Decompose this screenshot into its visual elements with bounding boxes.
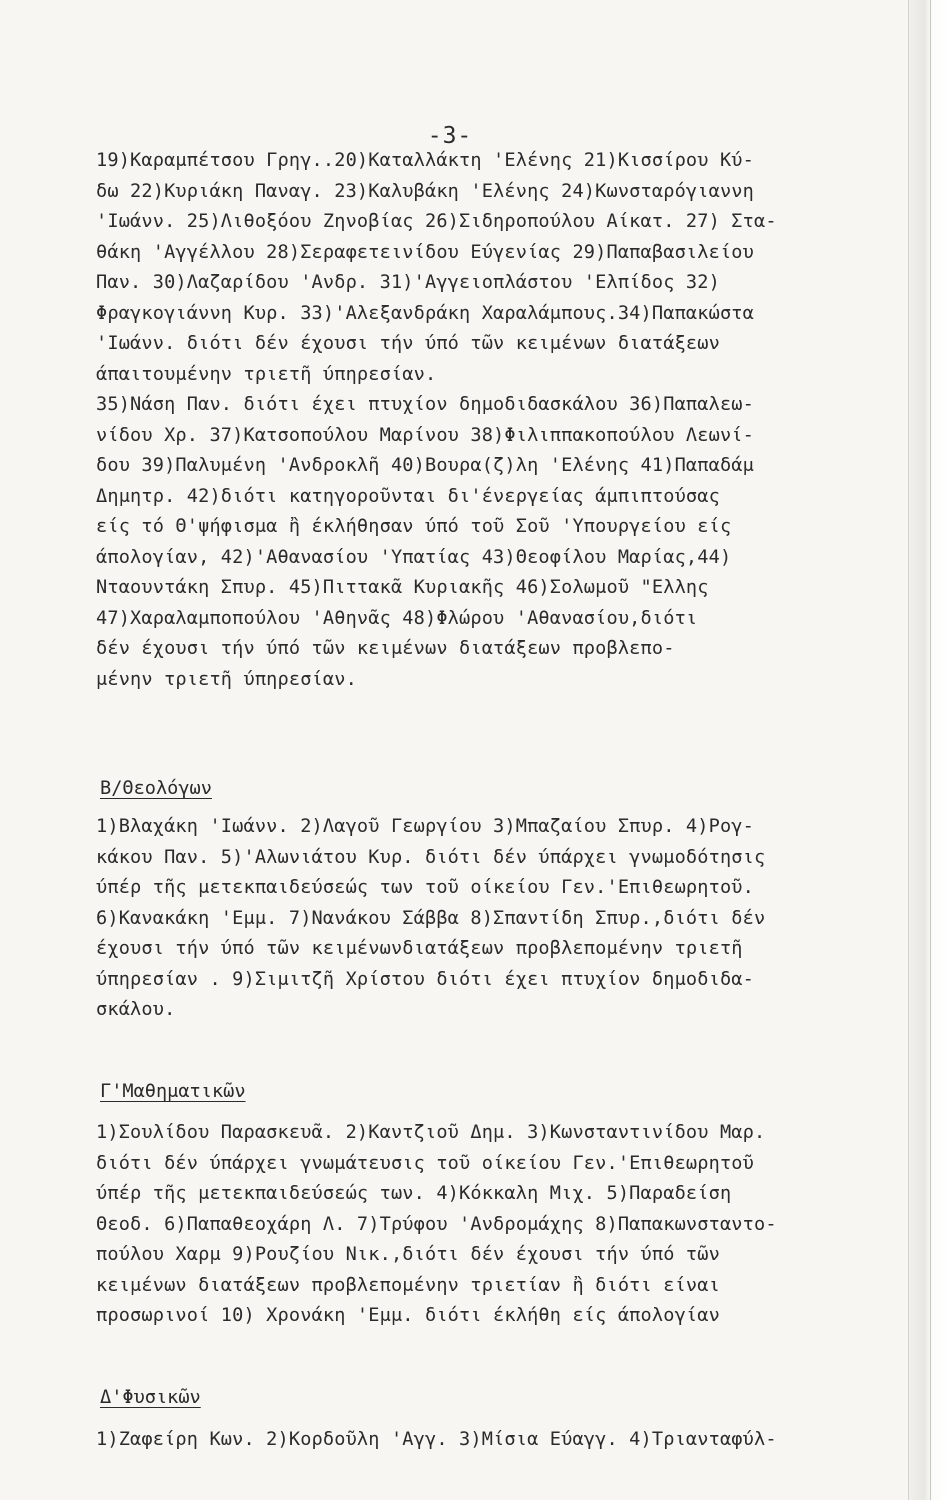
section-heading-mathematicians: Γ'Μαθηματικῶν (100, 1081, 246, 1102)
text-line: 47)Χαραλαμποπούλου 'Αθηνᾶς 48)Φλώρου 'Αθανασίου,διότι (96, 607, 698, 629)
text-line: 1)Βλαχάκη 'Ιωάνν. 2)Λαγοῦ Γεωργίου 3)Μπαζαίου Σπυρ. 4)Ρογ- (96, 816, 754, 837)
paragraph-block-2 (96, 812, 886, 1026)
text-line: Θεοδ. 6)Παπαθεοχάρη Λ. 7)Τρύφου 'Ανδρομάχης 8)Παπακωνσταντο- (96, 1213, 777, 1235)
text-line: άπαιτουμένην τριετῆ ύπηρεσίαν. (96, 363, 437, 385)
text-line: Δημητρ. 42)διότι κατηγοροῦνται δι'ένεργείας άμπιπτούσας (96, 485, 720, 507)
page-number: -3- (427, 123, 473, 149)
text-line: ύπέρ τῆς μετεκπαιδεύσεώς των. 4)Κόκκαλη Μιχ. 5)Παραδείση (96, 1183, 732, 1204)
text-line: 1)Ζαφείρη Κων. 2)Κορδοῦλη 'Αγγ. 3)Μίσια Εύαγγ. 4)Τριανταφύλ- (96, 1429, 777, 1450)
paragraph-block-3 (96, 1118, 886, 1332)
text-line: 'Ιωάνν. διότι δέν έχουσι τήν ύπό τῶν κειμένων διατάξεων (96, 333, 720, 354)
binding-line (930, 0, 931, 1500)
text-line: 'Ιωάνν. 25)Λιθοξόου Ζηνοβίας 26)Σιδηροπούλου Αίκατ. 27) Στα- (96, 211, 777, 232)
text-line: 35)Νάση Παν. διότι έχει πτυχίον δημοδιδασκάλου 36)Παπαλεω- (96, 394, 754, 415)
text-line: 19)Καραμπέτσου Γρηγ..20)Καταλλάκτη 'Ελένης 21)Κισσίρου Κύ- (96, 150, 754, 171)
section-heading-theologians: Β/Θεολόγων (100, 778, 212, 799)
text-line: κάκου Παν. 5)'Αλωνιάτου Κυρ. διότι δέν ύπάρχει γνωμοδότησις (96, 846, 766, 868)
text-line: δέν έχουσι τήν ύπό τῶν κειμένων διατάξεων προβλεπο- (96, 638, 675, 659)
text-line: 6)Κανακάκη 'Εμμ. 7)Νανάκου Σάββα 8)Σπαντίδη Σπυρ.,διότι δέν (96, 907, 766, 929)
text-line: είς τό Θ'ψήφισμα ἢ έκλήθησαν ύπό τοῦ Σοῦ 'Υπουργείου είς (96, 516, 732, 537)
section-heading-physicists: Δ'Φυσικῶν (100, 1387, 201, 1408)
text-line: σκάλου. (96, 999, 176, 1020)
text-line: δω 22)Κυριάκη Παναγ. 23)Καλυβάκη 'Ελένης 24)Κωνσταρόγιαννη (96, 180, 754, 202)
text-line: ύπέρ τῆς μετεκπαιδεύσεώς των τοῦ οίκείου Γεν.'Επιθεωρητοῦ. (96, 877, 754, 898)
text-line: διότι δέν ύπάρχει γνωμάτευσις τοῦ οίκείου Γεν.'Επιθεωρητοῦ (96, 1152, 754, 1174)
text-line: προσωρινοί 10) Χρονάκη 'Εμμ. διότι έκλήθη είς άπολογίαν (96, 1305, 720, 1326)
text-line: δου 39)Παλυμένη 'Ανδροκλῆ 40)Βουρα(ζ)λη 'Ελένης 41)Παπαδάμ (96, 455, 754, 476)
text-line: έχουσι τήν ύπό τῶν κειμένωνδιατάξεων προβλεπομένην τριετῆ (96, 938, 743, 959)
text-line: πούλου Χαρμ 9)Ρουζίου Νικ.,διότι δέν έχουσι τήν ύπό τῶν (96, 1244, 720, 1265)
page-binding-edge (908, 0, 947, 1500)
text-line: Παν. 30)Λαζαρίδου 'Ανδρ. 31)'Αγγειοπλάστου 'Ελπίδος 32) (96, 272, 720, 293)
text-line: νίδου Χρ. 37)Κατσοπούλου Μαρίνου 38)Φιλιππακοπούλου Λεωνί- (96, 424, 754, 446)
text-line: Νταουντάκη Σπυρ. 45)Πιττακᾶ Κυριακῆς 46)Σολωμοῦ "Ελλης (96, 577, 709, 598)
text-line: άπολογίαν, 42)'Αθανασίου 'Υπατίας 43)Θεοφίλου Μαρίας,44) (96, 546, 732, 568)
text-line: ύπηρεσίαν . 9)Σιμιτζῆ Χρίστου διότι έχει πτυχίον δημοδιδα- (96, 968, 754, 990)
text-line: Φραγκογιάννη Κυρ. 33)'Αλεξανδράκη Χαραλάμπους.34)Παπακώστα (96, 302, 754, 324)
text-line: θάκη 'Αγγέλλου 28)Σεραφετεινίδου Εύγενίας 29)Παπαβασιλείου (96, 241, 754, 263)
text-line: μένην τριετῆ ύπηρεσίαν. (96, 668, 357, 690)
paragraph-block-4 (96, 1425, 886, 1456)
text-line: κειμένων διατάξεων προβλεπομένην τριετίαν ἢ διότι είναι (96, 1274, 720, 1296)
text-line: 1)Σουλίδου Παρασκευᾶ. 2)Καντζιοῦ Δημ. 3)Κωνσταντινίδου Μαρ. (96, 1122, 766, 1143)
paragraph-block-1 (96, 146, 886, 695)
